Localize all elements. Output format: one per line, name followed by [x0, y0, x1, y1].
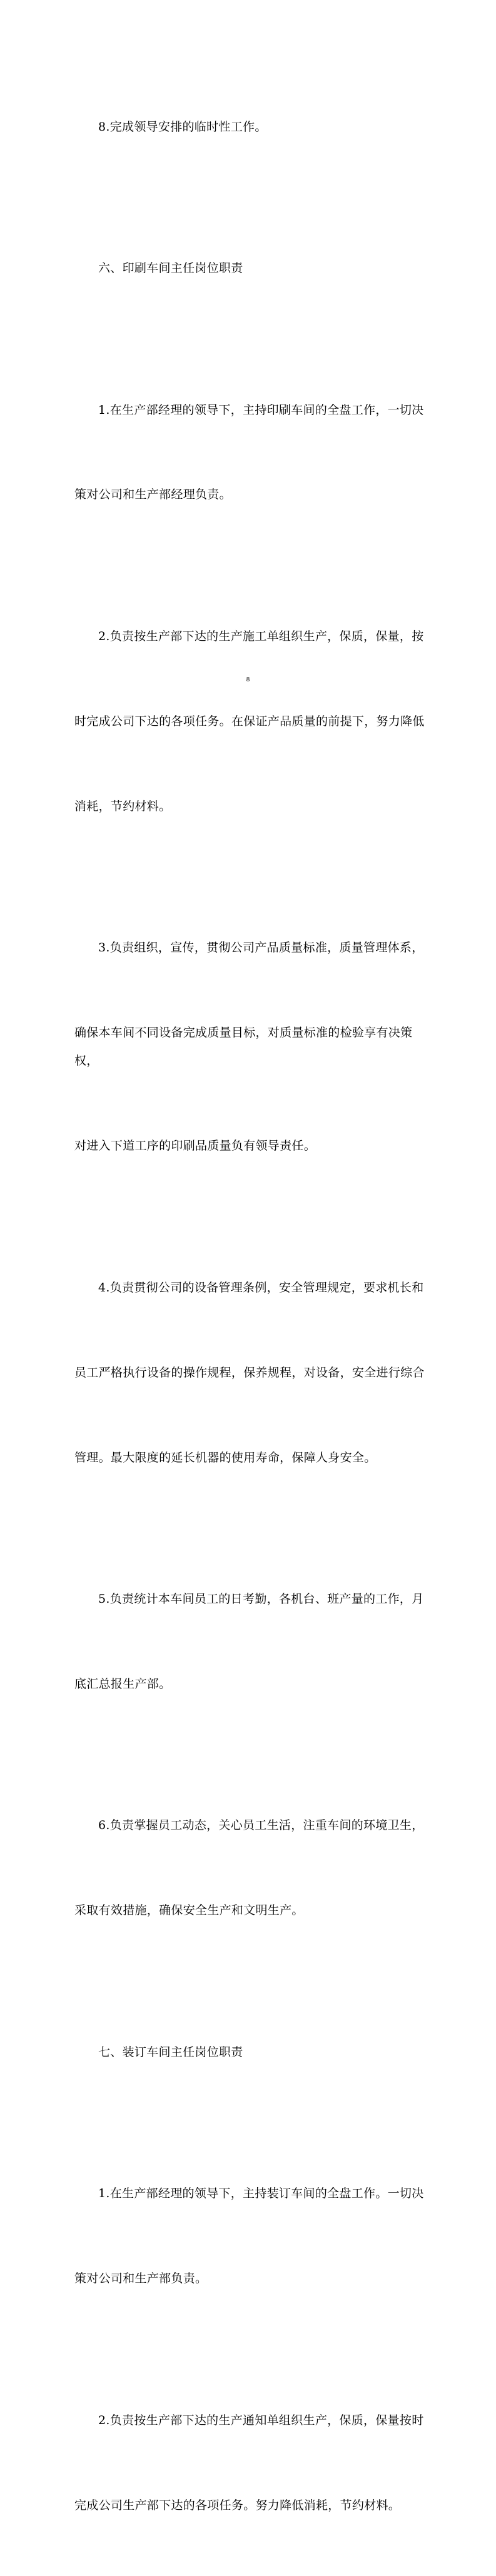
text-line: 5.负责统计本车间员工的日考勤，各机台、班产量的工作，月 [98, 1592, 424, 1606]
text-line: 3.负责组织，宣传，贯彻公司产品质量标准，质量管理体系， [98, 941, 424, 955]
text-line: 2.负责按生产部下达的生产施工单组织生产，保质，保量，按 [98, 629, 424, 643]
text-line: 采取有效措施，确保安全生产和文明生产。 [74, 1903, 304, 1918]
paragraph [74, 339, 425, 566]
text-line: 8.完成领导安排的临时性工作。 [98, 119, 267, 134]
text-line: 六、印刷车间主任岗位职责 [98, 261, 243, 276]
page-number: 8 [246, 676, 250, 683]
text-line: 6.负责掌握员工动态，关心员工生活，注重车间的环境卫生， [98, 1818, 424, 1833]
text-line: 七、装订车间主任岗位职责 [98, 2045, 243, 2059]
text-line: 4.负责贯彻公司的设备管理条例，安全管理规定，要求机长和 [98, 1280, 424, 1295]
text-line: 完成公司生产部下达的各项任务。努力降低消耗，节约材料。 [74, 2498, 401, 2512]
paragraph [74, 2123, 425, 2350]
text-line: 底汇总报生产部。 [74, 1676, 171, 1691]
text-line: 确保本车间不同设备完成质量目标，对质量标准的检验享有决策权， [74, 1026, 413, 1068]
text-line: 对进入下道工序的印刷品质量负有领导责任。 [74, 1139, 316, 1153]
text-line: 员工严格执行设备的操作规程，保养规程，对设备，安全进行综合 [74, 1365, 425, 1380]
paragraph [74, 2350, 425, 2576]
paragraph [74, 1755, 425, 1982]
paragraph [74, 56, 425, 198]
text-line: 管理。最大限度的延长机器的使用寿命，保障人身安全。 [74, 1450, 377, 1465]
paragraph [74, 1528, 425, 1755]
text-line: 消耗，节约材料。 [74, 799, 171, 813]
text-line: 时完成公司下达的各项任务。在保证产品质量的前提下，努力降低 [74, 714, 425, 728]
text-line: 2.负责按生产部下达的生产通知单组织生产，保质，保量按时 [98, 2413, 424, 2427]
document-body [74, 56, 425, 2576]
text-line: 策对公司和生产部负责。 [74, 2272, 208, 2286]
text-line: 策对公司和生产部经理负责。 [74, 488, 231, 502]
text-line: 1.在生产部经理的领导下，主持印刷车间的全盘工作，一切决 [98, 403, 424, 417]
paragraph [74, 1217, 425, 1528]
paragraph [74, 566, 425, 877]
paragraph [74, 878, 425, 1218]
section-heading [74, 198, 425, 339]
text-line: 1.在生产部经理的领导下，主持装订车间的全盘工作。一切决 [98, 2187, 424, 2201]
section-heading [74, 1982, 425, 2123]
